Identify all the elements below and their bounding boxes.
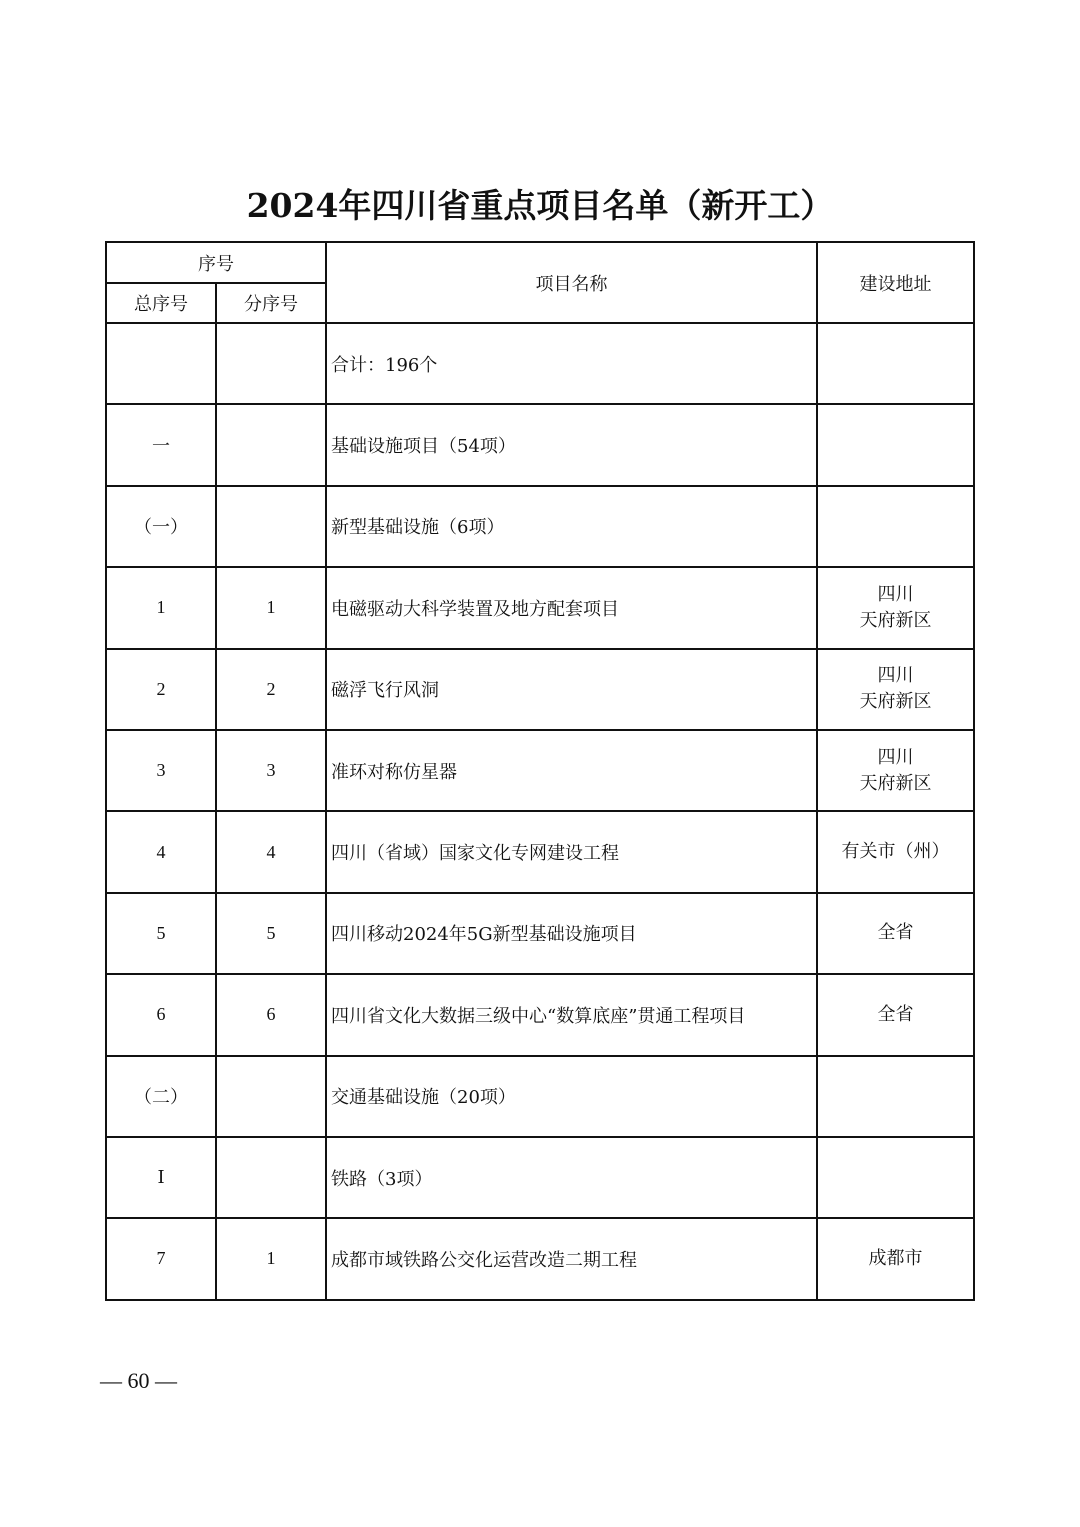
table-row bbox=[106, 811, 974, 892]
total-seq-cell bbox=[106, 323, 216, 404]
header-sub-seq: 分序号 bbox=[216, 283, 326, 323]
total-seq-cell: 1 bbox=[106, 567, 216, 648]
sub-seq-cell: 4 bbox=[216, 811, 326, 892]
total-seq-cell: 一 bbox=[106, 404, 216, 485]
sub-seq-cell bbox=[216, 1137, 326, 1218]
total-seq-cell: Ⅰ bbox=[106, 1137, 216, 1218]
location-line-2: 天府新区 bbox=[859, 609, 932, 631]
location-line-1: 成都市 bbox=[868, 1247, 923, 1269]
location-line-1: 四川 bbox=[877, 665, 914, 687]
sub-seq-cell: 6 bbox=[216, 974, 326, 1055]
total-seq-cell: （二） bbox=[106, 1056, 216, 1137]
location-line-1: 全省 bbox=[877, 922, 914, 944]
table-row bbox=[106, 404, 974, 485]
location-cell bbox=[817, 1137, 974, 1218]
location-cell bbox=[817, 1056, 974, 1137]
sub-seq-cell bbox=[216, 486, 326, 567]
project-name-cell: 铁路（3项） bbox=[326, 1137, 817, 1218]
document-title: 2024年四川省重点项目名单（新开工） bbox=[246, 186, 834, 225]
project-name-cell: 成都市域铁路公交化运营改造二期工程 bbox=[326, 1218, 817, 1299]
project-name-cell: 交通基础设施（20项） bbox=[326, 1056, 817, 1137]
project-name-cell: 准环对称仿星器 bbox=[326, 730, 817, 811]
project-name-cell: 基础设施项目（54项） bbox=[326, 404, 817, 485]
total-seq-cell: 7 bbox=[106, 1218, 216, 1299]
sub-seq-cell: 1 bbox=[216, 567, 326, 648]
header-total-seq: 总序号 bbox=[106, 283, 216, 323]
table-row bbox=[106, 730, 974, 811]
location-cell bbox=[817, 1218, 974, 1299]
total-seq-cell: 2 bbox=[106, 649, 216, 730]
sub-seq-cell bbox=[216, 323, 326, 404]
location-cell bbox=[817, 323, 974, 404]
sub-seq-cell bbox=[216, 404, 326, 485]
table-row bbox=[106, 1218, 974, 1299]
project-name-cell: 电磁驱动大科学装置及地方配套项目 bbox=[326, 567, 817, 648]
location-cell bbox=[817, 893, 974, 974]
project-name-cell: 合计：196个 bbox=[326, 323, 817, 404]
table-row bbox=[106, 486, 974, 567]
header-project-name: 项目名称 bbox=[326, 242, 817, 323]
sub-seq-cell: 3 bbox=[216, 730, 326, 811]
total-seq-cell: 3 bbox=[106, 730, 216, 811]
total-seq-cell: 4 bbox=[106, 811, 216, 892]
table-row bbox=[106, 649, 974, 730]
location-line-1: 四川 bbox=[877, 746, 914, 768]
table-row bbox=[106, 323, 974, 404]
location-cell bbox=[817, 974, 974, 1055]
project-name-cell: 四川省文化大数据三级中心“数算底座”贯通工程项目 bbox=[326, 974, 817, 1055]
location-cell bbox=[817, 649, 974, 730]
project-list-table bbox=[105, 241, 975, 1301]
table-row bbox=[106, 1137, 974, 1218]
location-line-2: 天府新区 bbox=[859, 691, 932, 713]
location-cell bbox=[817, 730, 974, 811]
location-line-1: 四川 bbox=[877, 583, 914, 605]
location-cell bbox=[817, 567, 974, 648]
location-line-2: 天府新区 bbox=[859, 772, 932, 794]
page-number: — 60 — bbox=[100, 1368, 177, 1393]
sub-seq-cell: 1 bbox=[216, 1218, 326, 1299]
total-seq-cell: 5 bbox=[106, 893, 216, 974]
location-cell bbox=[817, 811, 974, 892]
location-line-1: 全省 bbox=[877, 1003, 914, 1025]
header-location: 建设地址 bbox=[817, 242, 974, 323]
project-name-cell: 四川移动2024年5G新型基础设施项目 bbox=[326, 893, 817, 974]
sub-seq-cell: 5 bbox=[216, 893, 326, 974]
table-row bbox=[106, 974, 974, 1055]
location-cell bbox=[817, 404, 974, 485]
total-seq-cell: （一） bbox=[106, 486, 216, 567]
header-seq-group: 序号 bbox=[106, 242, 326, 283]
sub-seq-cell: 2 bbox=[216, 649, 326, 730]
project-name-cell: 四川（省域）国家文化专网建设工程 bbox=[326, 811, 817, 892]
total-seq-cell: 6 bbox=[106, 974, 216, 1055]
table-row bbox=[106, 1056, 974, 1137]
sub-seq-cell bbox=[216, 1056, 326, 1137]
table-row bbox=[106, 567, 974, 648]
project-name-cell: 新型基础设施（6项） bbox=[326, 486, 817, 567]
location-cell bbox=[817, 486, 974, 567]
table-row bbox=[106, 893, 974, 974]
location-line-1: 有关市（州） bbox=[841, 841, 950, 863]
project-name-cell: 磁浮飞行风洞 bbox=[326, 649, 817, 730]
